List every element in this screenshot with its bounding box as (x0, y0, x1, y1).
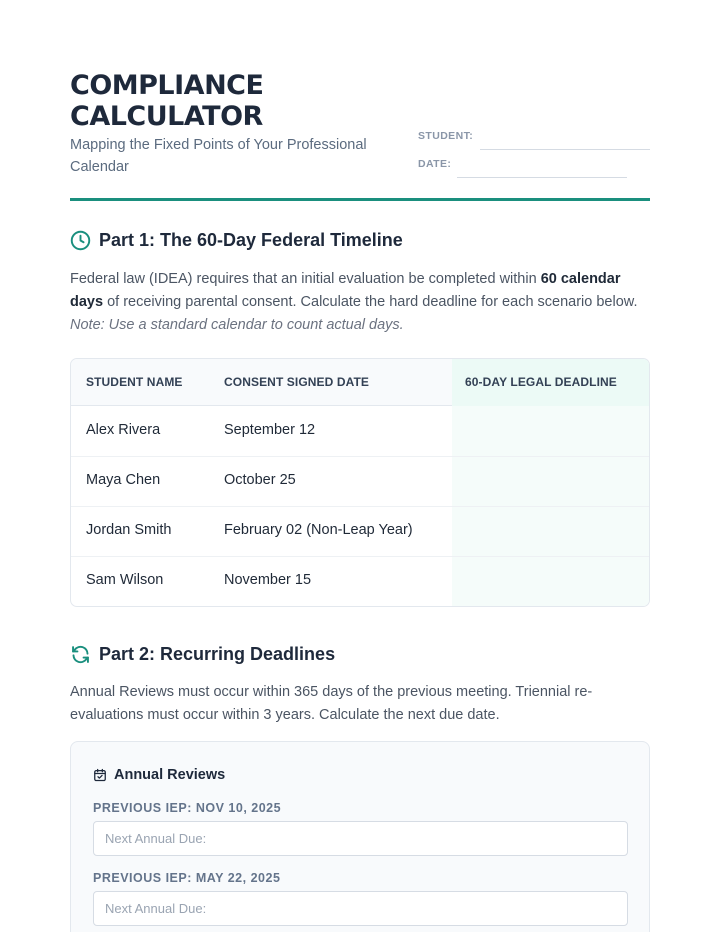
previous-iep-label: PREVIOUS IEP: NOV 10, 2025 (93, 801, 282, 815)
part2-heading (70, 644, 335, 665)
header-consent-date: CONSENT SIGNED DATE (224, 375, 370, 389)
cell-student-name: Alex Rivera (86, 422, 161, 438)
table-row (71, 457, 650, 507)
next-annual-due-input[interactable] (93, 821, 628, 856)
card-title: Annual Reviews (114, 767, 226, 783)
table-header (71, 359, 650, 406)
student-meta (418, 128, 650, 184)
card-heading (93, 767, 225, 783)
page-subtitle: Mapping the Fixed Points of Your Professional Calendar (70, 137, 367, 175)
part1-heading (70, 230, 403, 251)
part1-title: Part 1: The 60-Day Federal Timeline (99, 230, 403, 250)
student-label: STUDENT: (418, 130, 474, 142)
table-row (71, 507, 650, 557)
table-row (71, 557, 650, 607)
cell-consent-date: November 15 (224, 572, 312, 588)
part1-intro-text-2: of receiving parental consent. Calculate the hard deadline for each scenario below. (103, 294, 638, 310)
annual-reviews-card (70, 741, 650, 932)
next-annual-due-input[interactable] (93, 891, 628, 926)
calendar-check-icon (93, 768, 107, 782)
part1-intro-emphasis: 60 calendar days (70, 271, 621, 310)
student-row (418, 128, 650, 156)
date-label: DATE: (418, 158, 452, 170)
header-deadline: 60-DAY LEGAL DEADLINE (465, 375, 617, 389)
page-title: COMPLIANCE CALCULATOR (70, 70, 264, 132)
cell-student-name: Sam Wilson (86, 572, 164, 588)
cell-consent-date: February 02 (Non-Leap Year) (224, 522, 413, 538)
table-row (71, 407, 650, 457)
part1-intro-note: Note: Use a standard calendar to count actual days. (70, 317, 404, 333)
header (70, 70, 650, 198)
cell-student-name: Maya Chen (86, 472, 161, 488)
part1-intro-text: Federal law (IDEA) requires that an initial evaluation be completed within (70, 271, 541, 287)
header-student-name: STUDENT NAME (86, 375, 183, 389)
cell-student-name: Jordan Smith (86, 522, 172, 538)
cell-consent-date: October 25 (224, 472, 296, 488)
part2-title: Part 2: Recurring Deadlines (99, 644, 336, 664)
previous-iep-label: PREVIOUS IEP: MAY 22, 2025 (93, 871, 281, 885)
clock-icon (70, 230, 91, 251)
student-name-line[interactable] (480, 149, 650, 150)
part1-intro (70, 268, 650, 337)
header-divider (70, 198, 650, 201)
date-line[interactable] (457, 177, 627, 178)
cell-consent-date: September 12 (224, 422, 316, 438)
deadline-table (70, 358, 650, 607)
part2-intro: Annual Reviews must occur within 365 days of the previous meeting. Triennial re-evaluations must occur within 3 years. Calculate the next due date. (70, 684, 593, 723)
date-row (418, 156, 650, 184)
refresh-icon (70, 644, 91, 665)
